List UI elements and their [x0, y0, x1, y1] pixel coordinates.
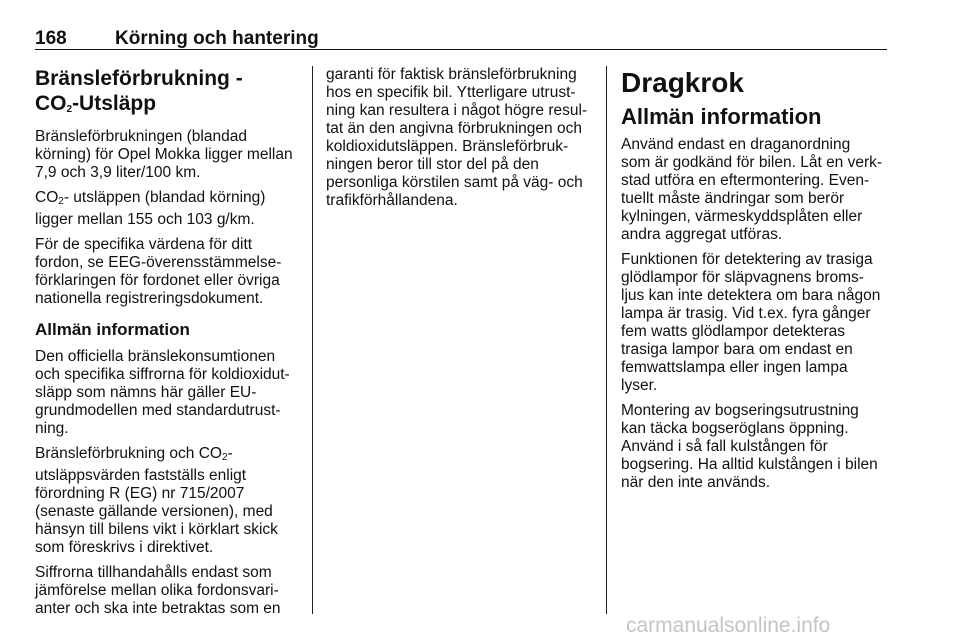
text-line: anter och ska inte betraktas som en [35, 600, 281, 617]
section-title-fuel-consumption: Bränsleförbrukning - $CO_2$-Utsläpp [35, 67, 243, 115]
text-line: ligger mellan 155 och 103 g/km. [35, 211, 255, 228]
text-line: ning kan resultera i något högre resul- [326, 102, 588, 119]
text-line: Siffrorna tillhandahålls endast som [35, 564, 272, 581]
text-line: ljus kan inte detektera om bara någon [621, 287, 881, 304]
text-line: femwattslampa eller ingen lampa [621, 359, 848, 376]
paragraph [621, 136, 889, 244]
text-line: utsläppsvärden fastställs enligt [35, 467, 247, 484]
text-line: garanti för faktisk bränsleförbrukning [326, 66, 577, 83]
text-line: som är godkänd för bilen. Låt en verk- [621, 154, 883, 171]
text-line: hos en specifik bil. Ytterligare utrust- [326, 84, 576, 101]
text-line: trafikförhållandena. [326, 192, 458, 209]
text-line: jämförelse mellan olika fordonsvari- [35, 582, 279, 599]
paragraph [621, 402, 889, 492]
text-line: Funktionen för detektering av trasiga [621, 251, 873, 268]
text-line: 7,9 och 3,9 liter/100 km. [35, 164, 201, 181]
text-line: Montering av bogseringsutrustning [621, 402, 859, 419]
paragraph [35, 128, 300, 182]
text-line: Använd endast en draganordning [621, 136, 851, 153]
text-line: Den officiella bränslekonsumtionen [35, 348, 276, 365]
text-line: tat än den angivna förbrukningen och [326, 120, 582, 137]
text-line: förordning R (EG) nr 715/2007 [35, 485, 245, 502]
text-line: trasiga lampor bara om endast en [621, 341, 853, 358]
text-line: hänsyn till bilens vikt i körklart skick [35, 521, 278, 538]
text-line: stad utföra en eftermontering. Even- [621, 172, 870, 189]
text-line: nationella registreringsdokument. [35, 290, 264, 307]
paragraph [621, 251, 889, 395]
text-line: förklaringen för fordonet eller övriga [35, 272, 280, 289]
text-line: andra aggregat utföras. [621, 226, 783, 243]
subheading-general-information: Allmän information [621, 104, 822, 129]
text-line: som föreskrivs i direktivet. [35, 539, 214, 556]
chapter-title: Körning och hantering [115, 28, 319, 49]
header-rule [35, 49, 887, 50]
text-line: (senaste gällande versionen), med [35, 503, 273, 520]
page-number: 168 [35, 28, 67, 49]
text-line: Bränsleförbrukning och $CO_2-$ [35, 445, 233, 463]
text-line: körning) för Opel Mokka ligger mellan [35, 146, 293, 163]
text-line: grundmodellen med standardutrust- [35, 402, 281, 419]
text-line: tuellt måste ändringar som berör [621, 190, 845, 207]
text-line: ning. [35, 420, 69, 437]
text-line: och specifika siffrorna för koldioxidut- [35, 366, 290, 383]
section-title-towbar: Dragkrok [621, 67, 744, 98]
text-line: släpp som nämns här gäller EU- [35, 384, 257, 401]
paragraph [35, 348, 300, 438]
column-divider-1 [312, 66, 313, 614]
text-line: koldioxidutsläppen. Bränsleförbruk- [326, 138, 569, 155]
column-3 [621, 66, 889, 499]
page-header [35, 28, 887, 50]
watermark-text: carmanualsonline.info [626, 614, 831, 637]
text-line: ningen beror till stor del på den [326, 156, 539, 173]
column-2 [326, 66, 591, 217]
text-line: För de specifika värdena för ditt [35, 236, 253, 253]
text-line: glödlampor för släpvagnens broms- [621, 269, 864, 286]
paragraph [35, 445, 300, 557]
subheading-general-information: Allmän information [35, 320, 190, 339]
text-line: $CO_2-$ utsläppen (blandad körning) [35, 189, 266, 207]
column-divider-2 [606, 66, 607, 614]
text-line: bogsering. Ha alltid kulstången i bilen [621, 456, 878, 473]
paragraph [35, 236, 300, 308]
column-1 [35, 66, 300, 625]
text-line: personliga körstilen samt på väg- och [326, 174, 583, 191]
paragraph [326, 66, 591, 210]
text-line: fem watts glödlampor detekteras [621, 323, 845, 340]
text-line: fordon, se EEG-överensstämmelse- [35, 254, 282, 271]
text-line: lyser. [621, 377, 658, 394]
text-line: när den inte används. [621, 474, 771, 491]
text-line: Bränsleförbrukningen (blandad [35, 128, 247, 145]
text-line: kan täcka bogseröglans öppning. [621, 420, 849, 437]
text-line: kylningen, värmeskyddsplåten eller [621, 208, 863, 225]
paragraph [35, 189, 300, 229]
text-line: lampa är trasig. Vid t.ex. fyra gånger [621, 305, 871, 322]
paragraph [35, 564, 300, 618]
text-line: Använd i så fall kulstången för [621, 438, 828, 455]
